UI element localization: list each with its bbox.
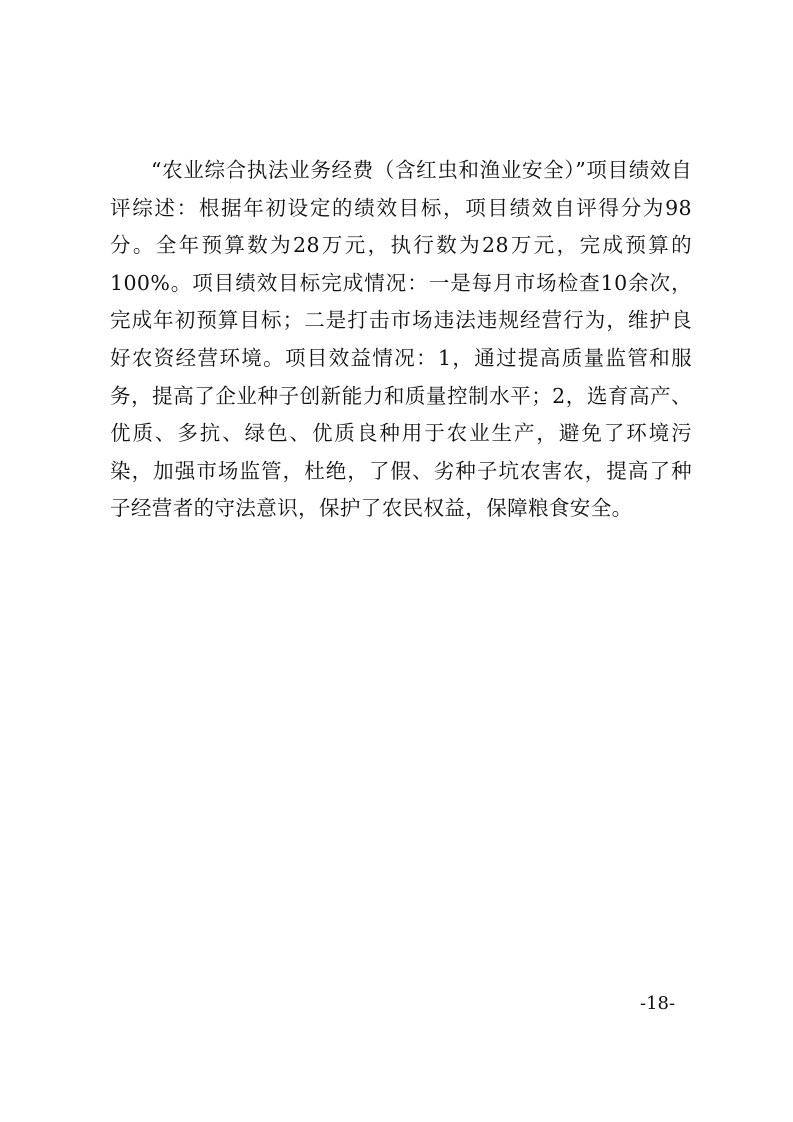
body-paragraph: “农业综合执法业务经费（含红虫和渔业安全）”项目绩效自评综述：根据年初设定的绩效目标，项目绩效自评得分为98分。全年预算数为28万元，执行数为28万元，完成预算的100%。项目绩效目标完成情况：一是每月市场检查10余次，完成年初预算目标；二是打击市场违法违规经营行为，维护良好农资经营环境。项目效益情况：1，通过提高质量监管和服务，提高了企业种子创新能力和质量控制水平；2，选育高产、优质、多抗、绿色、优质良种用于农业生产，避免了环境污染，加强市场监管，杜绝，了假、劣种子坑农害农，提高了种子经营者的守法意识，保护了农民权益，保障粮食安全。 [110, 158, 692, 521]
page-number: -18- [640, 993, 676, 1014]
